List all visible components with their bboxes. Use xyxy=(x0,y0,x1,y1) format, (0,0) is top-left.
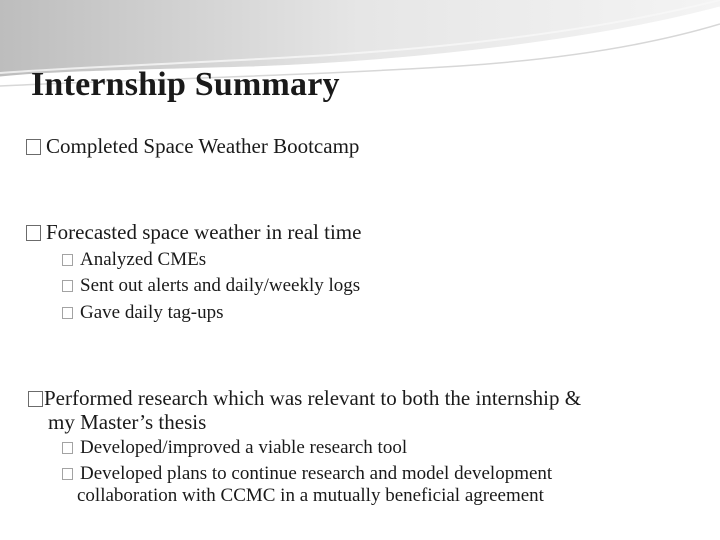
bullet-text: Forecasted space weather in real time xyxy=(46,220,362,244)
missing-glyph-box-icon xyxy=(28,391,43,407)
missing-glyph-box-icon xyxy=(62,468,73,480)
missing-glyph-box-icon xyxy=(62,442,73,454)
sub-bullet-text: Developed/improved a viable research tool xyxy=(80,437,408,458)
sub-bullet-text-continuation: collaboration with CCMC in a mutually beneficial agreement xyxy=(77,485,544,506)
sub-bullet-text: Developed plans to continue research and model development xyxy=(80,463,553,484)
missing-glyph-box-icon xyxy=(62,280,73,292)
sub-bullet-text: Analyzed CMEs xyxy=(80,249,207,270)
slide-title: Internship Summary xyxy=(31,66,340,103)
sub-bullet-item xyxy=(62,302,224,324)
sub-bullet-item xyxy=(62,463,552,485)
missing-glyph-box-icon xyxy=(62,254,73,266)
sub-bullet-text: Sent out alerts and daily/weekly logs xyxy=(80,275,361,296)
bullet-text-continuation: my Master’s thesis xyxy=(48,410,207,434)
sub-bullet-item xyxy=(62,437,407,459)
missing-glyph-box-icon xyxy=(26,225,41,241)
bullet-text: Performed research which was relevant to both the internship & xyxy=(44,386,582,410)
bullet-item xyxy=(26,134,359,158)
bullet-item xyxy=(28,386,581,410)
sub-bullet-item xyxy=(62,249,206,271)
sub-bullet-text: Gave daily tag-ups xyxy=(80,302,224,323)
bullet-item xyxy=(26,220,361,244)
missing-glyph-box-icon xyxy=(26,139,41,155)
missing-glyph-box-icon xyxy=(62,307,73,319)
sub-bullet-item xyxy=(62,275,360,297)
bullet-text: Completed Space Weather Bootcamp xyxy=(46,134,360,158)
